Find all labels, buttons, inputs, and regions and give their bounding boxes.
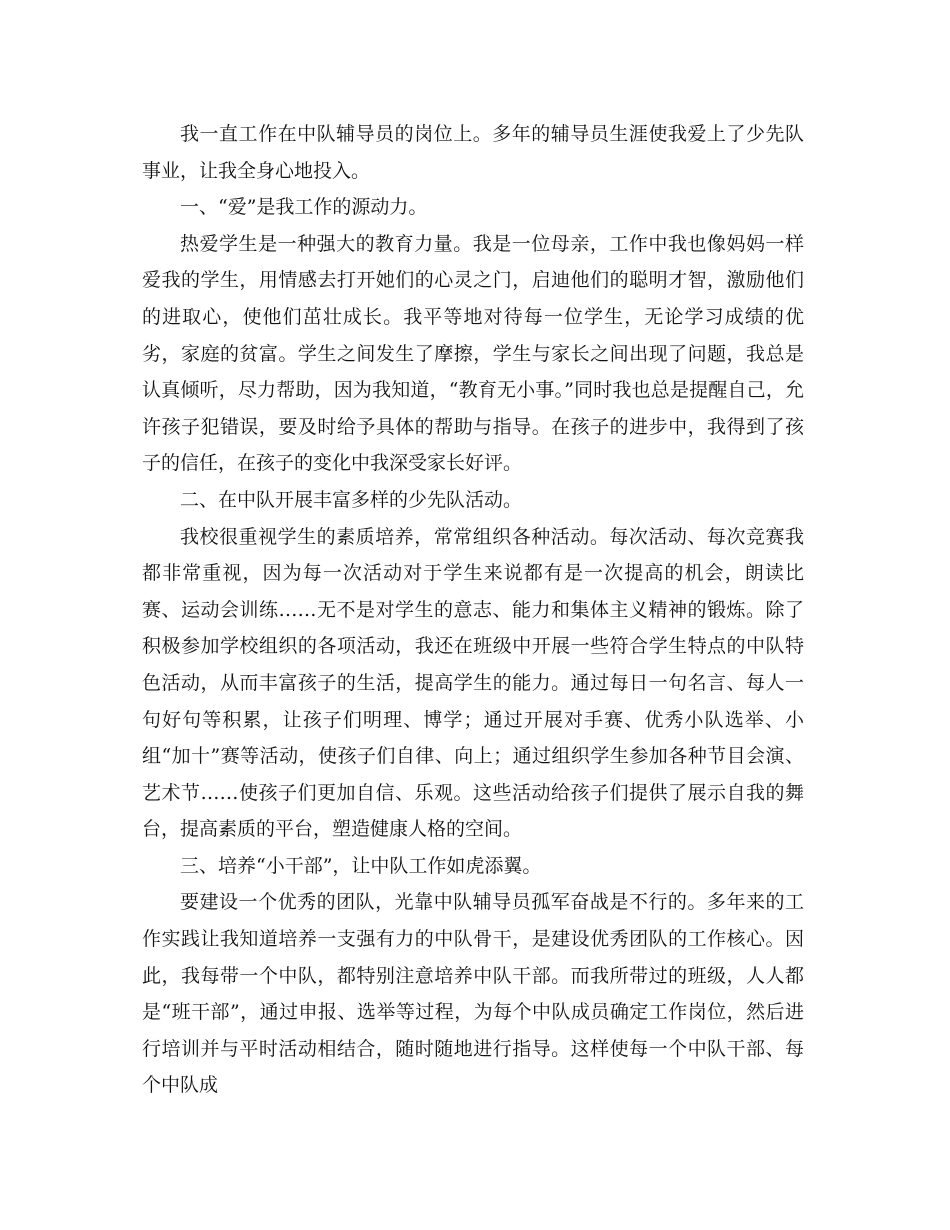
heading-section-3: 三、培养“小干部”，让中队工作如虎添翼。 [180, 854, 542, 877]
heading-section-1: 一、“爱”是我工作的源动力。 [180, 196, 428, 219]
paragraph-intro: 我一直工作在中队辅导员的岗位上。多年的辅导员生涯使我爱上了少先队事业，让我全身心地投入。 [142, 123, 804, 182]
paragraph-section-2: 我校很重视学生的素质培养，常常组织各种活动。每次活动、每次竞赛我都非常重视，因为每一次活动对于学生来说都有是一次提高的机会，朗读比赛、运动会训练……无不是对学生的意志、能力和集体主义精神的锻炼。除了积极参加学校组织的各项活动，我还在班级中开展一些符合学生特点的中队特色活动，从而丰富孩子的生活，提高学生的能力。通过每日一句名言、每人一句好句等积累，让孩子们明理、博学；通过开展对手赛、优秀小队选举、小组“加十”赛等活动，使孩子们自律、向上；通过组织学生参加各种节目会演、艺术节……使孩子们更加自信、乐观。这些活动给孩子们提供了展示自我的舞台，提高素质的平台，塑造健康人格的空间。 [142, 525, 804, 841]
paragraph-section-1: 热爱学生是一种强大的教育力量。我是一位母亲，工作中我也像妈妈一样爱我的学生，用情感去打开她们的心灵之门，启迪他们的聪明才智，激励他们的进取心，使他们茁壮成长。我平等地对待每一位学生，无论学习成绩的优劣，家庭的贫富。学生之间发生了摩擦，学生与家长之间出现了问题，我总是认真倾听，尽力帮助，因为我知道，“教育无小事。”同时我也总是提醒自己，允许孩子犯错误，要及时给予具体的帮助与指导。在孩子的进步中，我得到了孩子的信任，在孩子的变化中我深受家长好评。 [142, 232, 804, 475]
document-body [142, 116, 804, 1104]
heading-section-2: 二、在中队开展丰富多样的少先队活动。 [180, 488, 523, 511]
paragraph-section-3: 要建设一个优秀的团队，光靠中队辅导员孤军奋战是不行的。多年来的工作实践让我知道培养一支强有力的中队骨干，是建设优秀团队的工作核心。因此，我每带一个中队，都特别注意培养中队干部。而我所带过的班级，人人都是“班干部”，通过申报、选举等过程，为每个中队成员确定工作岗位，然后进行培训并与平时活动相结合，随时随地进行指导。这样使每一个中队干部、每个中队成 [142, 891, 804, 1097]
